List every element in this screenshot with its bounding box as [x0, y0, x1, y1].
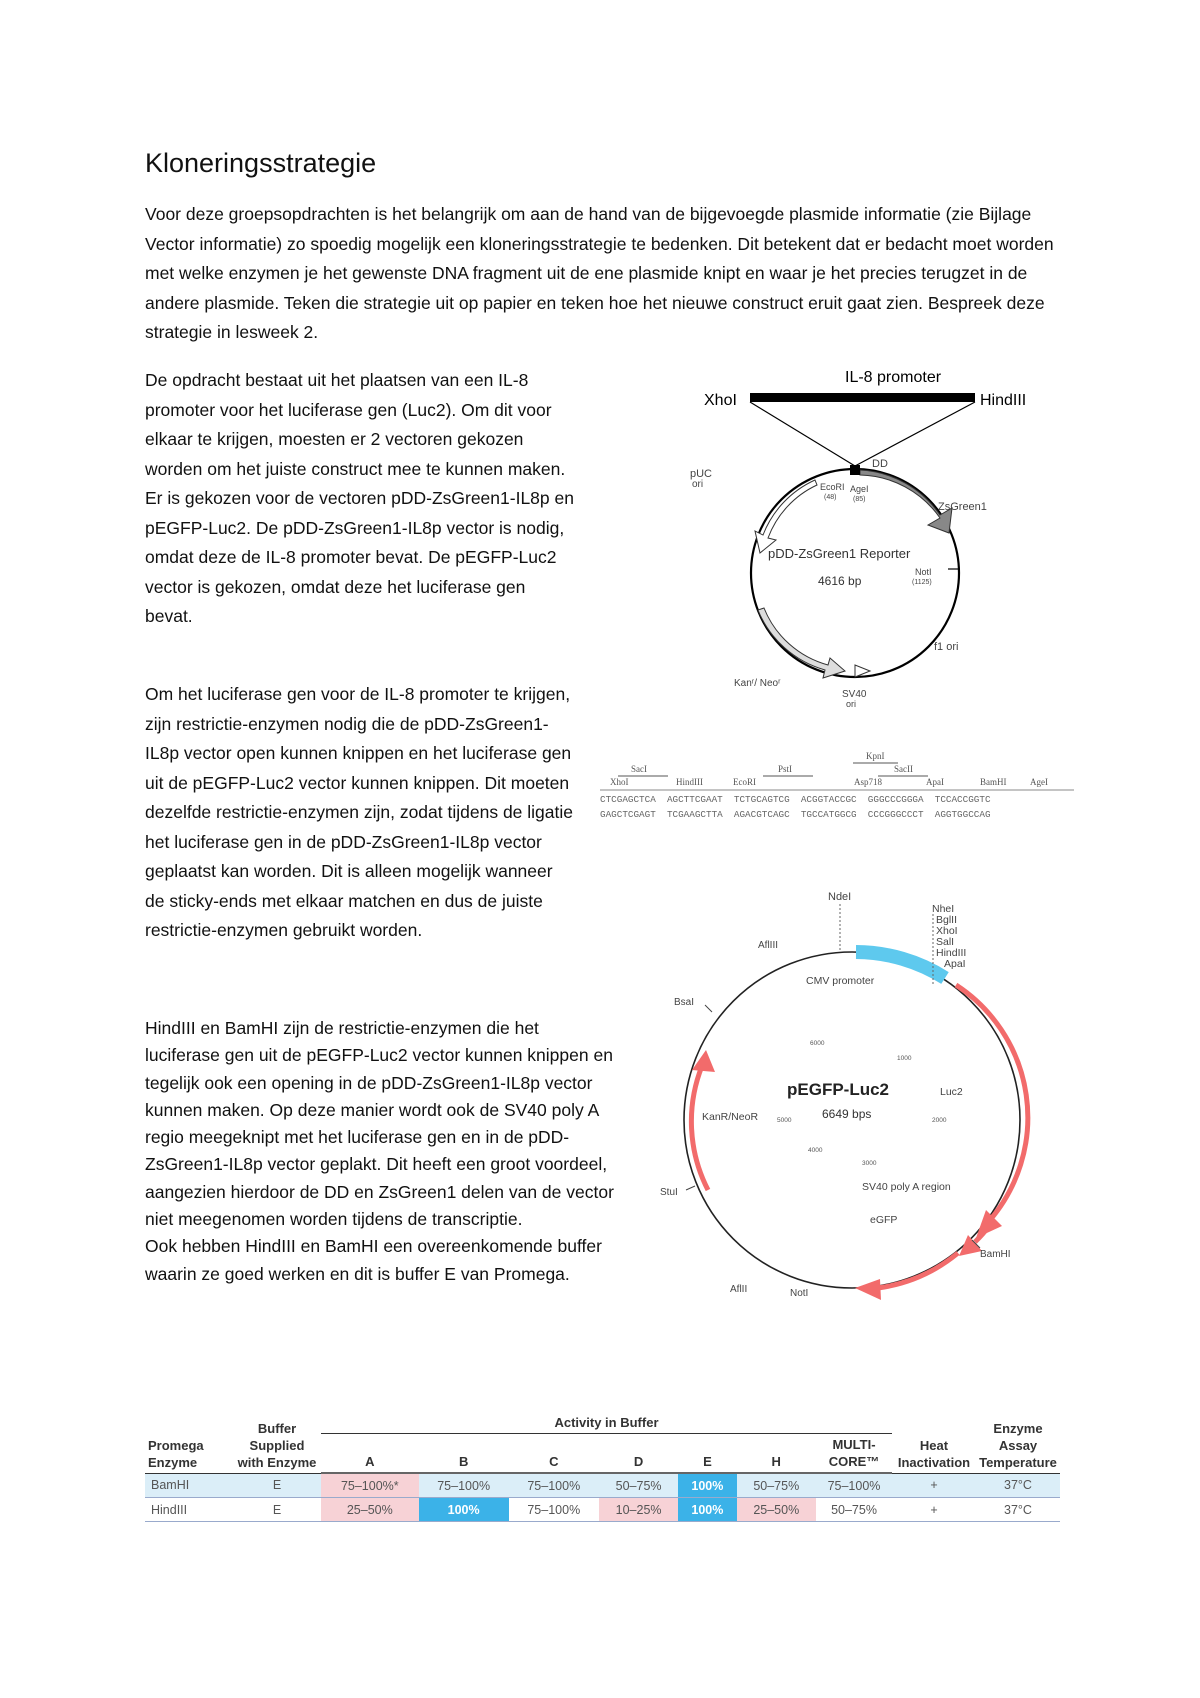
intro-paragraph: Voor deze groepsopdrachten is het belangrijk om aan de hand van de bijgevoegde plasmide informatie (zie Bijlage Vector informatie) zo spoedig mogelijk een kloneringsstrategie te bedenken. Dit betekent dat er bedacht moet worden met welke enzymen je het gewenste DNA fragment uit de ene plasmide knipt en waar je het precies terugzet in de andere plasmide. Teken die strategie uit op papier en teken hoe het nieuwe construct eruit gaat zien. Bespreek deze strategie in lesweek 2. — [145, 204, 1054, 342]
agei-pos: (85) — [853, 496, 866, 503]
site-psti: PstI — [778, 764, 793, 774]
site-hindiii: HindIII — [676, 777, 703, 787]
puc-ori-label: ori — [692, 479, 704, 490]
site-xhoi-label: XhoI — [704, 392, 737, 409]
mcs-box — [850, 465, 860, 475]
site-agei: AgeI — [1030, 777, 1048, 787]
egfp-arc — [878, 1253, 958, 1288]
agei-label: AgeI — [850, 484, 869, 494]
buffer-activity-table — [145, 1412, 1060, 1522]
th-temp: Enzyme Assay Temperature — [976, 1412, 1060, 1473]
cell-multicore: 50–75% — [816, 1498, 892, 1522]
kanr-arc — [691, 1066, 708, 1190]
th-heat: Heat Inactivation — [892, 1412, 976, 1473]
paragraph-enzymes-main: HindIII en BamHI zijn de restrictie-enzymen die het luciferase gen uit de pEGFP-Luc2 vector kunnen knippen en tegelijk ook een opening in de pDD-ZsGreen1-IL8p vector kunnen maken. Op deze manier wordt ook de SV40 poly A regio meegeknipt met het luciferase gen en in de pDD-ZsGreen1-IL8p vector geplakt. Dit heeft een groot voordeel, aangezien hierdoor de DD en ZsGreen1 delen van de vector niet meegenomen worden tijdens de transcriptie. — [145, 1018, 614, 1230]
th-col-c: C — [509, 1434, 599, 1474]
site-aflii-top: AflIII — [758, 940, 779, 951]
site-asp718: Asp718 — [854, 777, 883, 787]
site-noti: NotI — [790, 1288, 809, 1299]
pdd-zsgreen1-map — [690, 365, 1060, 725]
site-bamhi: BamHI — [980, 777, 1007, 787]
kanr-label: KanR/NeoR — [702, 1111, 759, 1123]
plasmid2-size: 6649 bps — [822, 1107, 872, 1121]
ecori-label: EcoRI — [820, 482, 845, 492]
insert-label: IL-8 promoter — [845, 369, 942, 386]
th-col-d: D — [599, 1434, 678, 1474]
luc2-arc — [956, 985, 1028, 1220]
site-stui: StuI — [660, 1187, 678, 1198]
kan-neo-label: Kanʳ/ Neoʳ — [734, 678, 781, 689]
page-title: Kloneringsstrategie — [145, 148, 377, 178]
puc-label: pUC — [690, 468, 713, 480]
tick-5000: 5000 — [777, 1117, 792, 1124]
plasmid2-name: pEGFP-Luc2 — [787, 1080, 890, 1099]
th-enzyme: Promega Enzyme — [145, 1412, 233, 1473]
tick-4000: 4000 — [808, 1147, 823, 1154]
site-xhoi: XhoI — [610, 777, 629, 787]
tick-2000: 2000 — [932, 1117, 947, 1124]
cell-b: 100% — [419, 1498, 509, 1522]
seq-bottom-strand: GAGCTCGAGT TCGAAGCTTA AGACGTCAGC TGCCATGGCG CCCGGGCCCT AGGTGGCCAG — [600, 809, 991, 820]
th-col-b: B — [419, 1434, 509, 1474]
cell-temp: 37°C — [976, 1473, 1060, 1498]
tick-3000: 3000 — [862, 1160, 877, 1167]
dd-label: DD — [872, 458, 888, 470]
cell-e: 100% — [678, 1473, 736, 1498]
site-ecori: EcoRI — [733, 777, 756, 787]
th-col-multicore: MULTI-CORE™ — [816, 1434, 892, 1474]
th-col-h: H — [737, 1434, 817, 1474]
cell-buffer: E — [233, 1473, 321, 1498]
pegfp-luc2-map — [650, 860, 1070, 1310]
sv40-label: SV40 — [842, 689, 867, 700]
insert-line-left — [750, 402, 855, 466]
site-sacii: SacII — [894, 764, 913, 774]
mcs-sequence — [598, 745, 1078, 825]
sv40-ori-label: ori — [846, 699, 857, 709]
paragraph-buffer: Ook hebben HindIII en BamHI een overeenkomende buffer waarin ze goed werken en dit is buffer E van Promega. — [145, 1236, 602, 1284]
cell-b: 75–100% — [419, 1473, 509, 1498]
tick-1000: 1000 — [897, 1055, 912, 1062]
table-row — [145, 1473, 1060, 1498]
f1-ori-label: f1 ori — [934, 641, 959, 653]
ecori-pos: (48) — [824, 494, 837, 501]
site-ndei: NdeI — [828, 891, 852, 903]
site-sali: SalI — [936, 936, 955, 948]
insert-bar — [750, 393, 975, 402]
site-bamhi-2: BamHI — [980, 1249, 1011, 1260]
cell-d: 50–75% — [599, 1473, 678, 1498]
th-buffer: Buffer Supplied with Enzyme — [233, 1412, 321, 1473]
puc-ori-arrow — [755, 480, 817, 553]
cell-e: 100% — [678, 1498, 736, 1522]
plasmid1-size: 4616 bp — [818, 574, 862, 588]
site-bglii: BglII — [936, 914, 958, 926]
site-apai: ApaI — [926, 777, 944, 787]
cell-enzyme: HindIII — [145, 1498, 233, 1522]
site-aflii-bottom: AflII — [730, 1284, 748, 1295]
th-activity: Activity in Buffer — [321, 1412, 892, 1434]
zsgreen1-label: ZsGreen1 — [938, 501, 987, 513]
paragraph-enzymes — [145, 1015, 615, 1288]
th-col-a: A — [321, 1434, 419, 1474]
table-row — [145, 1498, 1060, 1522]
site-saci: SacI — [631, 764, 647, 774]
egfp-arrowhead — [855, 1279, 881, 1300]
tick-6000: 6000 — [810, 1040, 825, 1047]
site-hindiii-label: HindIII — [980, 392, 1027, 409]
paragraph-restriction: Om het luciferase gen voor de IL-8 promoter te krijgen, zijn restrictie-enzymen nodig die de pDD-ZsGreen1-IL8p vector open kunnen knippen en het luciferase gen uit de pEGFP-Luc2 vector kunnen knippen. Dit moeten dezelfde restrictie-enzymen zijn, zodat tijdens de ligatie het luciferase gen in de pDD-ZsGreen1-IL8p vector geplaatst kan worden. Dit is alleen mogelijk wanneer de sticky-ends met elkaar matchen en dus de juiste restrictie-enzymen gebruikt worden. — [145, 684, 573, 940]
noti-pos: (1125) — [912, 579, 932, 586]
plasmid1-name: pDD-ZsGreen1 Reporter — [768, 546, 911, 561]
cell-h: 50–75% — [737, 1473, 817, 1498]
luc2-label: Luc2 — [940, 1086, 963, 1098]
cell-c: 75–100% — [509, 1473, 599, 1498]
kan-neo-arrow — [758, 608, 845, 678]
cell-heat: + — [892, 1498, 976, 1522]
noti-label: NotI — [915, 567, 932, 577]
cell-buffer: E — [233, 1498, 321, 1522]
seq-top-strand: CTCGAGCTCA AGCTTCGAAT TCTGCAGTCG ACGGTACCGC GGGCCCGGGA TCCACCGGTC — [600, 794, 991, 805]
cell-multicore: 75–100% — [816, 1473, 892, 1498]
bsai-tick — [705, 1005, 712, 1012]
cell-temp: 37°C — [976, 1498, 1060, 1522]
site-xhoi-2: XhoI — [936, 925, 958, 937]
cell-h: 25–50% — [737, 1498, 817, 1522]
cell-d: 10–25% — [599, 1498, 678, 1522]
site-bsai: BsaI — [674, 997, 695, 1008]
th-col-e: E — [678, 1434, 736, 1474]
cell-enzyme: BamHI — [145, 1473, 233, 1498]
sv40-polya-label: SV40 poly A region — [862, 1181, 951, 1193]
paragraph-assignment: De opdracht bestaat uit het plaatsen van een IL-8 promoter voor het luciferase gen (Luc2). Om dit voor elkaar te krijgen, moesten er 2 vectoren gekozen worden om het juiste construct mee te kunnen maken. Er is gekozen voor de vectoren pDD-ZsGreen1-IL8p en pEGFP-Luc2. De pDD-ZsGreen1-IL8p vector is nodig, omdat deze de IL-8 promoter bevat. De pEGFP-Luc2 vector is gekozen, omdat deze het luciferase gen bevat. — [145, 370, 574, 626]
cmv-label: CMV promoter — [806, 975, 875, 987]
insert-line-right — [855, 402, 975, 466]
cell-heat: + — [892, 1473, 976, 1498]
cell-a: 25–50% — [321, 1498, 419, 1522]
site-kpni: KpnI — [866, 751, 885, 761]
site-nhei: NheI — [932, 903, 955, 915]
egfp-label: eGFP — [870, 1214, 898, 1226]
cell-c: 75–100% — [509, 1498, 599, 1522]
site-hindiii-2: HindIII — [936, 947, 967, 959]
site-apai-2: ApaI — [944, 958, 966, 970]
cell-a: 75–100%* — [321, 1473, 419, 1498]
stui-tick — [686, 1186, 695, 1190]
